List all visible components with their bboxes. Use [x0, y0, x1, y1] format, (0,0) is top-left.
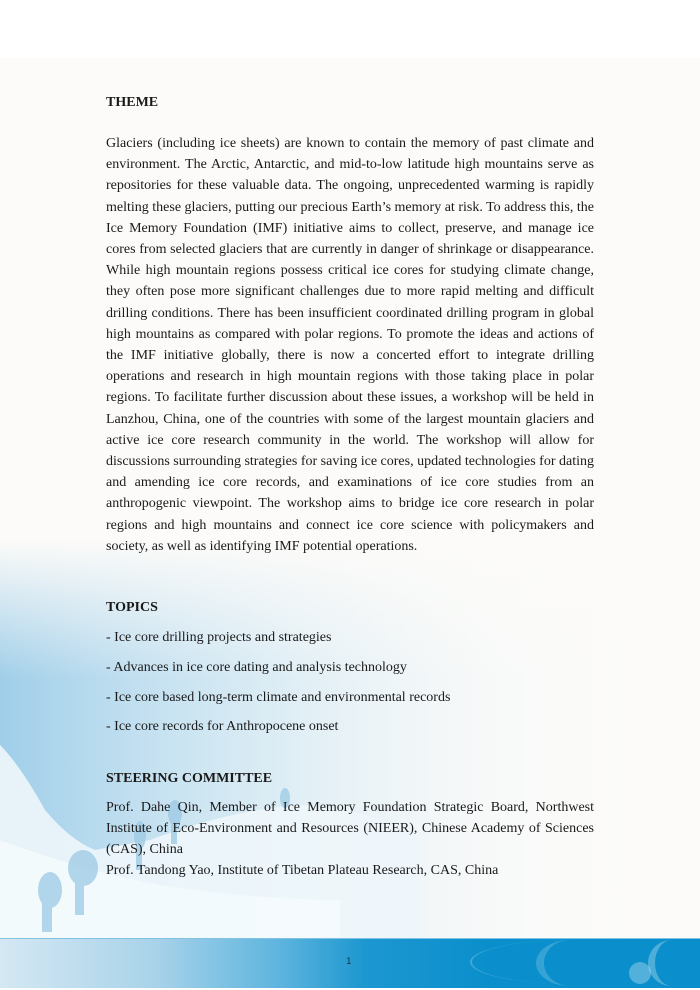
theme-paragraph: Glaciers (including ice sheets) are known to contain the memory of past climate and environment. The Arctic, Antarctic, and mid-to-low latitude high mountains serve as repositories for these valuable data. The ongoing, unprecedented warming is rapidly melting these glaciers, putting our precious Earth’s memory at risk. To address this, the Ice Memory Foundation (IMF) initiative aims to collect, preserve, and manage ice cores from selected glaciers that are currently in danger of shrinkage or disappearance. While high mountain regions possess critical ice cores for studying climate change, they often pose more significant challenges due to more rapid melting and difficult drilling conditions. There has been insufficient coordinated drilling program in global high mountains as compared with polar regions. To promote the ideas and actions of the IMF initiative globally, there is now a concerted effort to integrate drilling operations and research in high mountain regions with those taking place in polar regions. To facilitate further discussion about these issues, a workshop will be held in Lanzhou, China, one of the countries with some of the largest mountain glaciers and active ice core research community in the world. The workshop will allow for discussions surrounding strategies for saving ice cores, updated technologies for dating and amending ice core records, and examinations of ice core studies from an anthropogenic viewpoint. The workshop aims to bridge ice core research in polar regions and high mountains and connect ice core science with policymakers and society, as well as identifying IMF potential operations.: [106, 136, 594, 554]
topics-list: [106, 627, 594, 738]
document-body: [106, 94, 594, 881]
decorative-arc: [536, 940, 604, 986]
topic-item: - Ice core records for Anthropocene onset: [106, 719, 339, 735]
committee-members: [106, 797, 594, 882]
committee-member: Prof. Tandong Yao, Institute of Tibetan Plateau Research, CAS, China: [106, 863, 499, 879]
topics-heading: TOPICS: [106, 600, 158, 616]
committee-member: Prof. Dahe Qin, Member of Ice Memory Foundation Strategic Board, Northwest Institute of Eco-Environment and Resources (NIEER), Chinese Academy of Sciences (CAS), China: [106, 799, 594, 858]
page-number: 1: [346, 957, 352, 967]
topic-item: - Advances in ice core dating and analysis technology: [106, 659, 407, 675]
steering-committee-heading: STEERING COMMITTEE: [106, 770, 273, 786]
decorative-circle: [629, 962, 651, 984]
decorative-arc: [648, 940, 695, 986]
topic-item: - Ice core drilling projects and strategies: [106, 630, 332, 646]
topic-item: - Ice core based long-term climate and environmental records: [106, 689, 451, 705]
theme-heading: THEME: [106, 95, 159, 110]
